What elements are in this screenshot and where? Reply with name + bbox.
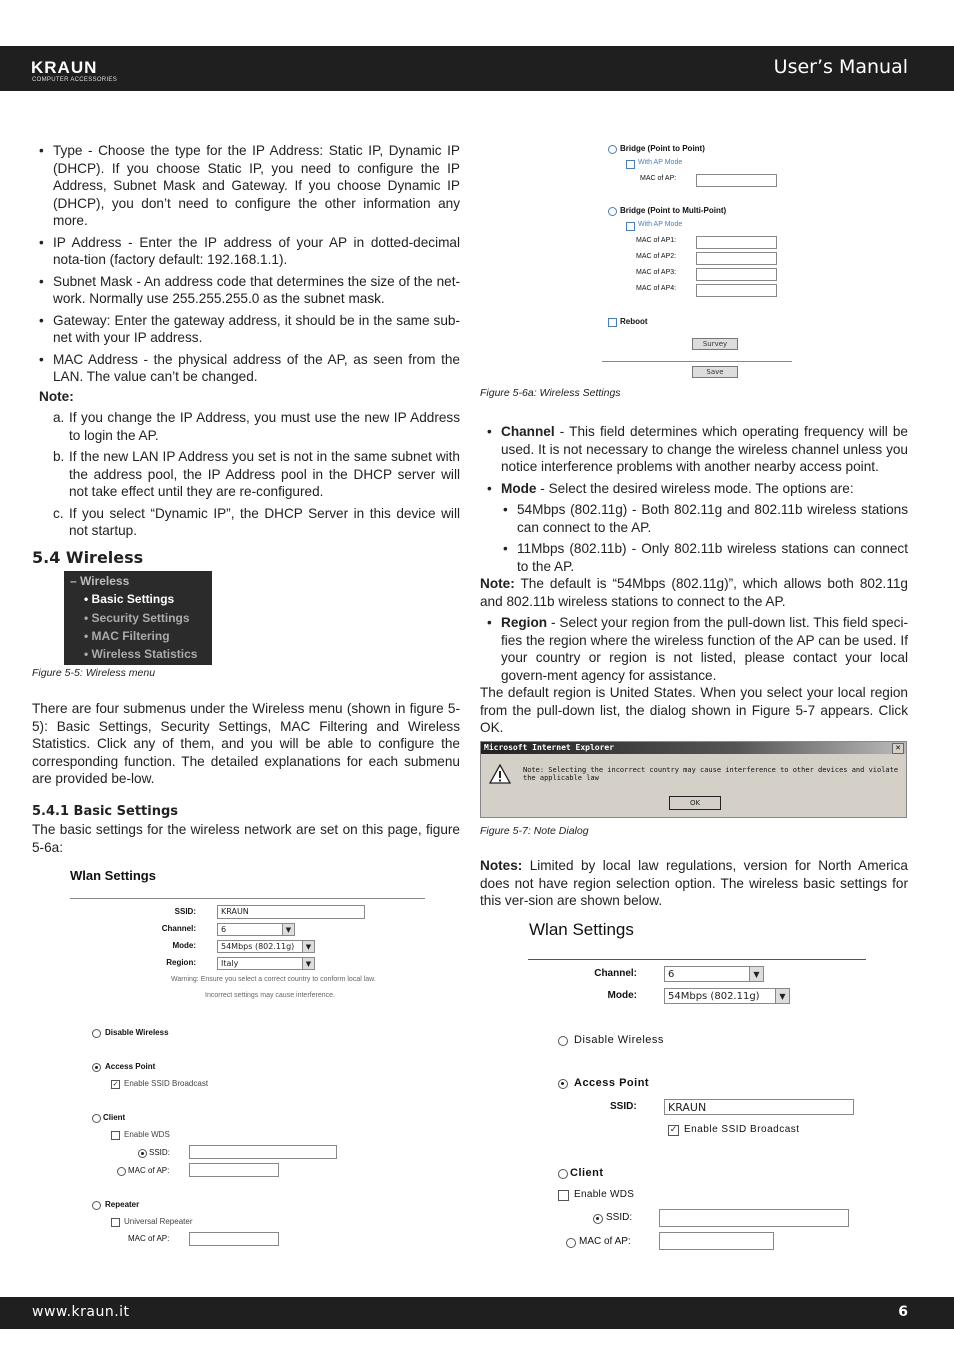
client-radio[interactable] bbox=[92, 1114, 101, 1123]
ssid-input[interactable]: KRAUN bbox=[664, 1099, 854, 1115]
bridge-p2p-label: Bridge (Point to Point) bbox=[620, 144, 705, 153]
dialog-title: Microsoft Internet Explorer bbox=[484, 743, 615, 752]
disable-wireless-label: Disable Wireless bbox=[105, 1028, 169, 1037]
list-item: • MAC Address - the physical address of the AP, as seen from the LAN. The value can’t be changed. bbox=[32, 351, 460, 386]
mode-label: Mode: bbox=[172, 941, 196, 950]
list-item: • IP Address - Enter the IP address of your AP in dotted-decimal nota-tion (factory default: 192.168.1.1). bbox=[32, 234, 460, 269]
wlan-title: Wlan Settings bbox=[70, 868, 156, 883]
list-item: a. If you change the IP Address, you must use the new IP Address to login the AP. bbox=[53, 410, 460, 443]
channel-value: 6 bbox=[221, 925, 227, 934]
enable-wds-label: Enable WDS bbox=[124, 1130, 170, 1139]
figure-caption: Figure 5-5: Wireless menu bbox=[32, 667, 156, 679]
wlan-title: Wlan Settings bbox=[529, 920, 634, 939]
enable-ssid-checkbox[interactable]: ✓ bbox=[669, 1125, 678, 1135]
channel-value: 6 bbox=[668, 969, 675, 980]
figure-caption: Figure 5-7: Note Dialog bbox=[480, 825, 589, 837]
basic-settings-intro bbox=[32, 821, 460, 856]
list-item: c. If you select “Dynamic IP”, the DHCP Server in this device will not startup. bbox=[53, 505, 460, 538]
region-value: Italy bbox=[221, 959, 239, 968]
mode-value: 54Mbps (802.11g) bbox=[668, 991, 760, 1002]
divider bbox=[602, 361, 792, 362]
client-ssid-input[interactable] bbox=[189, 1145, 337, 1159]
paragraph: Notes: Limited by local law regulations, version for North America does not have region selection option. The wireless basic settings for this ver-sion are shown below. bbox=[480, 858, 908, 908]
mac-of-ap-label: MAC of AP: bbox=[640, 175, 677, 182]
notes-paragraph bbox=[480, 857, 908, 910]
chevron-down-icon: ▼ bbox=[302, 941, 314, 952]
with-ap-mode-label: With AP Mode bbox=[638, 221, 683, 228]
client-mac-input[interactable] bbox=[189, 1163, 279, 1177]
divider bbox=[70, 898, 425, 899]
subsection-title: 5.4.1 Basic Settings bbox=[32, 804, 179, 819]
logo-subtitle: COMPUTER ACCESSORIES bbox=[32, 77, 118, 83]
chevron-down-icon: ▼ bbox=[775, 989, 789, 1003]
page-footer bbox=[0, 1297, 954, 1329]
disable-wireless-radio[interactable] bbox=[92, 1029, 101, 1038]
access-point-label: Access Point bbox=[105, 1062, 156, 1071]
ssid-label: SSID: bbox=[149, 1148, 170, 1157]
list-item: • Gateway: Enter the gateway address, it should be in the same sub-net with your IP address. bbox=[32, 312, 460, 347]
client-mac-input[interactable] bbox=[659, 1232, 774, 1250]
bridge-p2p-radio[interactable] bbox=[608, 145, 617, 154]
universal-repeater-checkbox[interactable] bbox=[111, 1218, 120, 1227]
survey-button[interactable]: Survey bbox=[692, 338, 738, 350]
ssid-label: SSID: bbox=[610, 1101, 637, 1112]
list-item: • 11Mbps (802.11b) - Only 802.11b wireless stations can connect to the AP. bbox=[496, 540, 908, 575]
list-item: • Region - Select your region from the pull-down list. This field speci-fies the region where the wireless function of the AP can be used. If your country or region is not listed, please contact your local govern-ment agency for assistance. bbox=[480, 614, 908, 684]
mac-ap3-label: MAC of AP3: bbox=[636, 269, 677, 276]
access-point-radio[interactable] bbox=[558, 1079, 568, 1089]
ip-settings-list bbox=[32, 142, 460, 386]
enable-ssid-checkbox[interactable]: ✓ bbox=[112, 1080, 119, 1088]
ok-button[interactable]: OK bbox=[669, 796, 721, 810]
repeater-label: Repeater bbox=[105, 1200, 140, 1209]
region-list bbox=[480, 614, 908, 684]
access-point-radio[interactable] bbox=[92, 1063, 101, 1072]
close-icon[interactable]: ✕ bbox=[892, 743, 904, 754]
paragraph: The basic settings for the wireless network are set on this page, figure 5-6a: bbox=[32, 822, 460, 855]
reboot-checkbox[interactable] bbox=[608, 318, 617, 327]
channel-select[interactable] bbox=[664, 966, 764, 982]
client-radio[interactable] bbox=[558, 1169, 568, 1179]
bridge-mac-input[interactable] bbox=[696, 174, 777, 187]
client-ssid-input[interactable] bbox=[659, 1209, 849, 1227]
access-point-label: Access Point bbox=[574, 1077, 650, 1089]
reboot-label: Reboot bbox=[620, 317, 648, 326]
mac-of-ap-label: MAC of AP: bbox=[579, 1236, 631, 1247]
enable-ssid-label: Enable SSID Broadcast bbox=[124, 1079, 209, 1088]
region-select[interactable] bbox=[217, 957, 315, 970]
mac-ap2-input[interactable] bbox=[696, 252, 777, 265]
list-item: • Channel - This field determines which operating frequency will be used. It is not necessary to change the wireless channel unless you notice interference problems with another nearby access point. bbox=[480, 423, 908, 476]
list-item: • 54Mbps (802.11g) - Both 802.11g and 802.11b wireless stations can connect to the AP. bbox=[496, 501, 908, 536]
mac-of-ap-radio[interactable] bbox=[117, 1167, 126, 1176]
warning-text: Warning: Ensure you select a correct country to conform local law. bbox=[171, 976, 376, 983]
right-column bbox=[480, 423, 908, 737]
figure-caption: Figure 5-6a: Wireless Settings bbox=[480, 387, 621, 399]
with-ap-mode-label: With AP Mode bbox=[638, 159, 683, 166]
ssid-label: SSID: bbox=[174, 907, 196, 916]
menu-item-wireless[interactable]: – Wireless bbox=[70, 574, 130, 588]
repeater-mac-input[interactable] bbox=[189, 1232, 279, 1246]
wireless-menu bbox=[64, 571, 212, 665]
mac-ap1-label: MAC of AP1: bbox=[636, 237, 677, 244]
list-item: • Mode - Select the desired wireless mode. The options are: bbox=[480, 480, 908, 498]
mac-of-ap-label: MAC of AP: bbox=[128, 1166, 170, 1175]
ssid-input[interactable]: KRAUN bbox=[217, 905, 365, 919]
note-list bbox=[32, 409, 460, 540]
paragraph: There are four submenus under the Wireless menu (shown in figure 5-5): Basic Settings, Security Settings, MAC Filtering and Wireless Statistics. Click any of them, and you will be able to configure the corresponding function. The detailed explanations for each submenu are provided be-low. bbox=[32, 701, 460, 786]
mac-ap4-input[interactable] bbox=[696, 284, 777, 297]
ssid-label: SSID: bbox=[606, 1212, 633, 1223]
mode-value: 54Mbps (802.11g) bbox=[221, 942, 295, 951]
kraun-logo: KRAUN bbox=[31, 58, 98, 77]
dialog-message: Note: Selecting the incorrect country may cause interference to other devices and violate the applicable law bbox=[523, 766, 899, 782]
warning-text: Incorrect settings may cause interference. bbox=[205, 992, 335, 999]
channel-label: Channel: bbox=[161, 924, 196, 933]
mac-of-ap-label: MAC of AP: bbox=[128, 1234, 170, 1243]
ssid-radio[interactable] bbox=[138, 1149, 147, 1158]
header-title: User’s Manual bbox=[773, 56, 908, 78]
list-item: • Type - Choose the type for the IP Address: Static IP, Dynamic IP (DHCP). If you choose Static IP, you need to configure the IP Address, Subnet Mask and Gateway. If you choose Dynamic IP (DHCP), you don’t need to configure the other information any more. bbox=[32, 142, 460, 230]
mode-label: Mode: bbox=[607, 990, 637, 1001]
bridge-p2mp-radio[interactable] bbox=[608, 207, 617, 216]
wireless-intro bbox=[32, 700, 460, 788]
chevron-down-icon: ▼ bbox=[749, 967, 763, 981]
divider bbox=[528, 959, 866, 960]
mode-select[interactable] bbox=[217, 940, 315, 953]
disable-wireless-radio[interactable] bbox=[558, 1036, 568, 1046]
enable-ssid-label: Enable SSID Broadcast bbox=[684, 1124, 800, 1135]
chevron-down-icon: ▼ bbox=[282, 924, 294, 935]
note-dialog bbox=[480, 741, 907, 818]
menu-item-basic-settings[interactable]: • Basic Settings bbox=[84, 592, 175, 606]
mac-ap3-input[interactable] bbox=[696, 268, 777, 281]
with-ap-mode-checkbox[interactable] bbox=[626, 160, 635, 169]
paragraph: The default region is United States. When you select your local region from the pull-down list, the dialog shown in Figure 5-7 appears. Click OK. bbox=[480, 685, 908, 735]
disable-wireless-label: Disable Wireless bbox=[574, 1034, 664, 1046]
channel-select[interactable] bbox=[217, 923, 295, 936]
universal-repeater-label: Universal Repeater bbox=[124, 1217, 193, 1226]
mac-ap2-label: MAC of AP2: bbox=[636, 253, 677, 260]
ssid-radio[interactable] bbox=[593, 1214, 603, 1224]
enable-wds-label: Enable WDS bbox=[574, 1189, 635, 1200]
region-label: Region: bbox=[166, 958, 196, 967]
with-ap-mode-checkbox[interactable] bbox=[626, 222, 635, 231]
warning-icon bbox=[489, 764, 511, 784]
bridge-p2mp-label: Bridge (Point to Multi-Point) bbox=[620, 206, 727, 215]
list-item: b. If the new LAN IP Address you set is not in the same subnet with the address pool, the IP Address pool in the DHCP server will not take effect until they are re-configured. bbox=[53, 449, 460, 499]
client-label: Client bbox=[103, 1113, 126, 1122]
channel-label: Channel: bbox=[594, 968, 637, 979]
save-button[interactable]: Save bbox=[692, 366, 738, 378]
mac-of-ap-radio[interactable] bbox=[566, 1238, 576, 1248]
paragraph: Note: The default is “54Mbps (802.11g)”, which allows both 802.11g and 802.11b wireless stations to connect to the AP. bbox=[480, 576, 908, 609]
mode-select[interactable] bbox=[664, 988, 790, 1004]
enable-wds-checkbox[interactable] bbox=[558, 1190, 569, 1201]
note-label: Note: bbox=[39, 388, 74, 404]
list-item: • Subnet Mask - An address code that determines the size of the net-work. Normally use 255.255.255.0 as the subnet mask. bbox=[32, 273, 460, 308]
chevron-down-icon: ▼ bbox=[302, 958, 314, 969]
page-number: 6 bbox=[898, 1304, 908, 1320]
mac-ap1-input[interactable] bbox=[696, 236, 777, 249]
dialog-titlebar bbox=[481, 742, 906, 754]
wireless-settings-list bbox=[480, 423, 908, 497]
left-column bbox=[32, 142, 460, 544]
menu-item-security-settings[interactable]: • Security Settings bbox=[84, 611, 190, 625]
mode-options-list bbox=[480, 501, 908, 575]
section-title: 5.4 Wireless bbox=[32, 548, 144, 567]
client-label: Client bbox=[570, 1167, 604, 1179]
footer-url[interactable]: www.kraun.it bbox=[32, 1304, 130, 1320]
menu-item-mac-filtering[interactable]: • MAC Filtering bbox=[84, 629, 170, 643]
enable-wds-checkbox[interactable] bbox=[111, 1131, 120, 1140]
mac-ap4-label: MAC of AP4: bbox=[636, 285, 677, 292]
page-header bbox=[0, 46, 954, 91]
menu-item-wireless-statistics[interactable]: • Wireless Statistics bbox=[84, 647, 198, 661]
repeater-radio[interactable] bbox=[92, 1201, 101, 1210]
